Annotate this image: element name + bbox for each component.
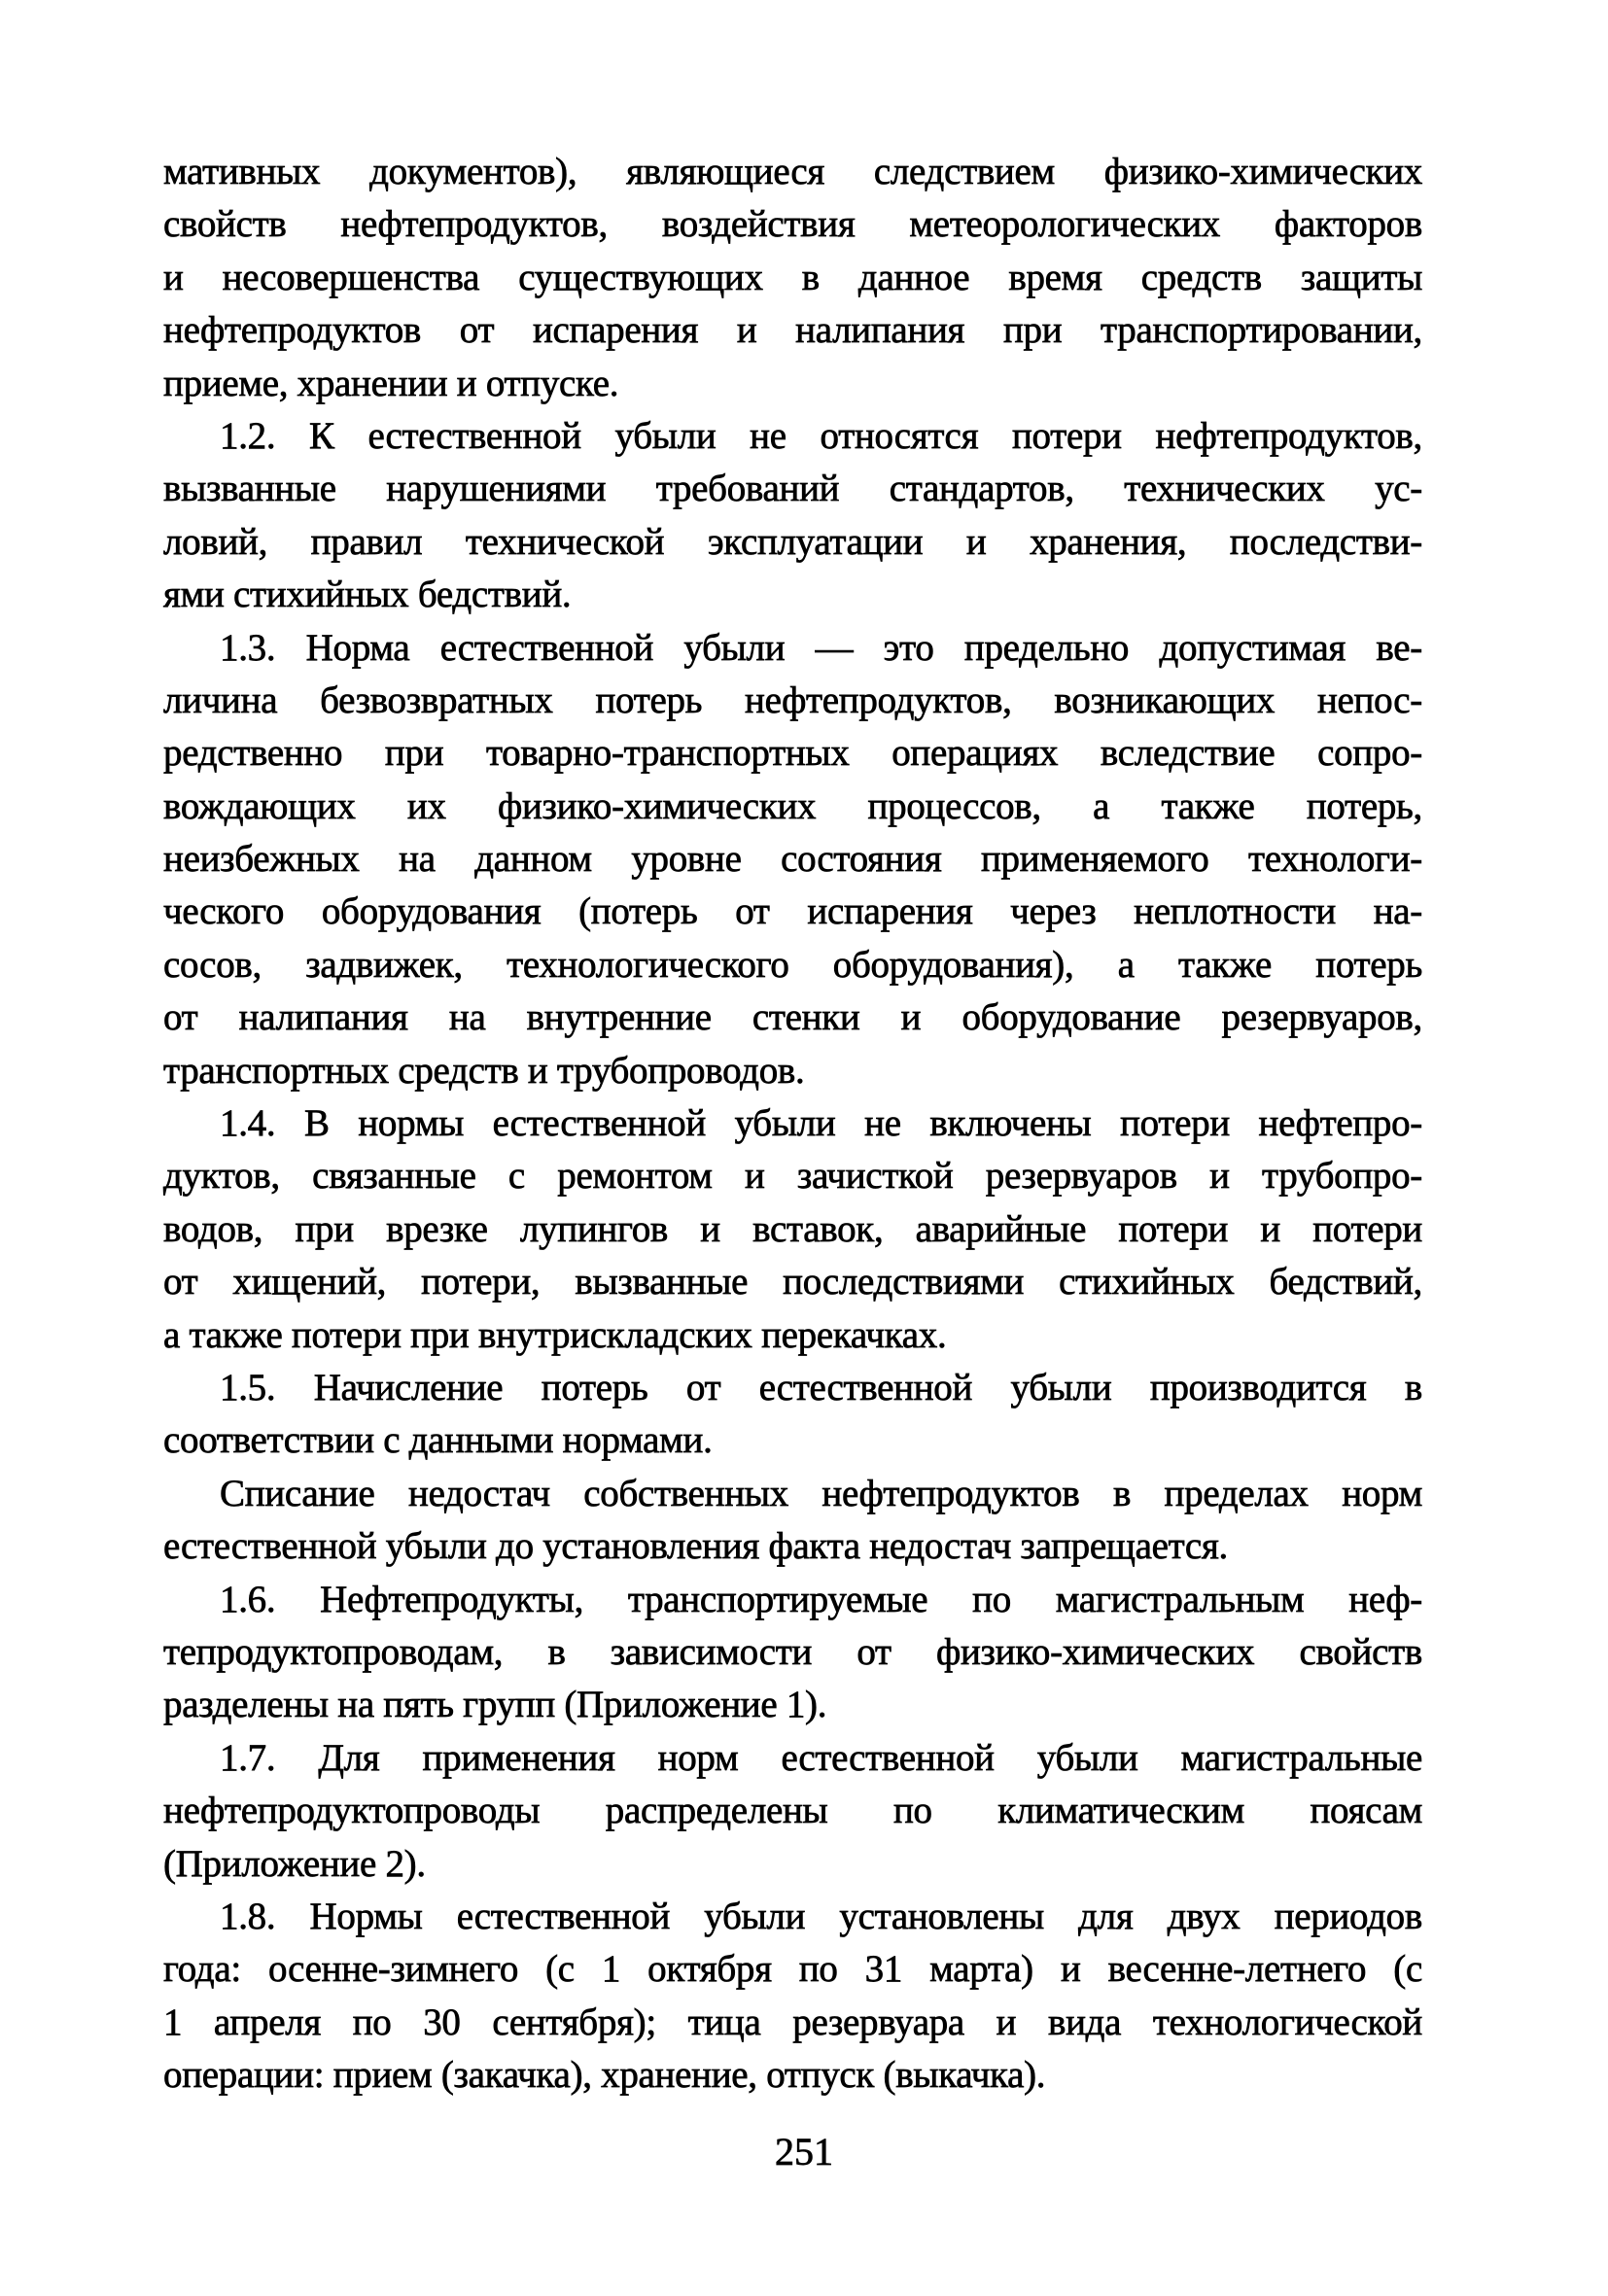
document-body [163,146,1422,2102]
text-line: дуктов, связанные с ремонтом и зачисткой резервуаров и трубопро- [163,1155,1422,1198]
text-line: разделены на пять групп (Приложение 1). [163,1684,827,1726]
paragraph [163,1574,1422,1732]
text-line: 1.8. Нормы естественной убыли установлены для двух периодов [220,1895,1422,1937]
text-line: 1.4. В нормы естественной убыли не включены потери нефтепро- [220,1102,1422,1145]
text-line: естественной убыли до установления факта недостач запрещается. [163,1525,1228,1568]
text-line: 1.3. Норма естественной убыли — это предельно допустимая ве- [220,626,1422,669]
text-line: личина безвозвратных потерь нефтепродуктов, возникающих непос- [163,678,1422,721]
page-number: 251 [775,2130,833,2174]
text-line: а также потери при внутрискладских перекачках. [163,1313,947,1356]
text-line: и несовершенства существующих в данное время средств защиты [163,256,1422,298]
text-line: от хищений, потери, вызванные последствиями стихийных бедствий, [163,1261,1422,1304]
paragraph [163,146,1422,410]
text-line: (Приложение 2). [163,1842,426,1885]
text-line: приеме, хранении и отпуске. [163,362,619,404]
text-line: нефтепродуктов от испарения и налипания при транспортировании, [163,309,1422,352]
text-line: свойств нефтепродуктов, воздействия метеорологических факторов [163,203,1422,246]
text-line: тепродуктопроводам, в зависимости от физико-химических свойств [163,1630,1422,1673]
text-line: вызванные нарушениями требований стандартов, технических ус- [163,468,1422,510]
text-line: неизбежных на данном уровне состояния применяемого технологи- [163,838,1422,881]
text-line: водов, при врезке лупингов и вставок, аварийные потери и потери [163,1207,1422,1250]
text-line: редственно при товарно-транспортных операциях вследствие сопро- [163,732,1422,775]
paragraph [163,622,1422,1098]
text-line: 1.6. Нефтепродукты, транспортируемые по магистральным неф- [220,1578,1422,1620]
paragraph [163,1891,1422,2103]
paragraph [163,410,1422,622]
text-line: 1.5. Начисление потерь от естественной убыли производится в [220,1366,1422,1409]
text-line: ческого оборудования (потерь от испарения через неплотности на- [163,890,1422,933]
text-line: от налипания на внутренние стенки и оборудование резервуаров, [163,996,1422,1039]
text-line: сосов, задвижек, технологического оборудования), а также потерь [163,943,1422,986]
paragraph [163,1732,1422,1891]
paragraph [163,1362,1422,1468]
text-line: операции: прием (закачка), хранение, отпуск (выкачка). [163,2054,1046,2097]
paragraph [163,1468,1422,1574]
text-line: года: осенне-зимнего (с 1 октября по 31 марта) и весенне-летнего (с [163,1948,1422,1991]
text-line: 1.2. К естественной убыли не относятся потери нефтепродуктов, [220,414,1422,457]
text-line: ловий, правил технической эксплуатации и хранения, последстви- [163,520,1422,563]
text-line: 1 апреля по 30 сентября); тица резервуара и вида технологической [163,2000,1422,2043]
text-line: мативных документов), являющиеся следствием физико-химических [163,151,1422,192]
text-line: соответствии с данными нормами. [163,1419,713,1462]
text-line: Списание недостач собственных нефтепродуктов в пределах норм [220,1472,1422,1514]
text-line: вождающих их физико-химических процессов, а также потерь, [163,784,1422,827]
paragraph [163,1097,1422,1362]
text-line: нефтепродуктопроводы распределены по климатическим поясам [163,1790,1422,1832]
text-line: транспортных средств и трубопроводов. [163,1049,805,1092]
text-line: 1.7. Для применения норм естественной убыли магистральные [220,1736,1422,1779]
text-line: ями стихийных бедствий. [163,574,572,616]
